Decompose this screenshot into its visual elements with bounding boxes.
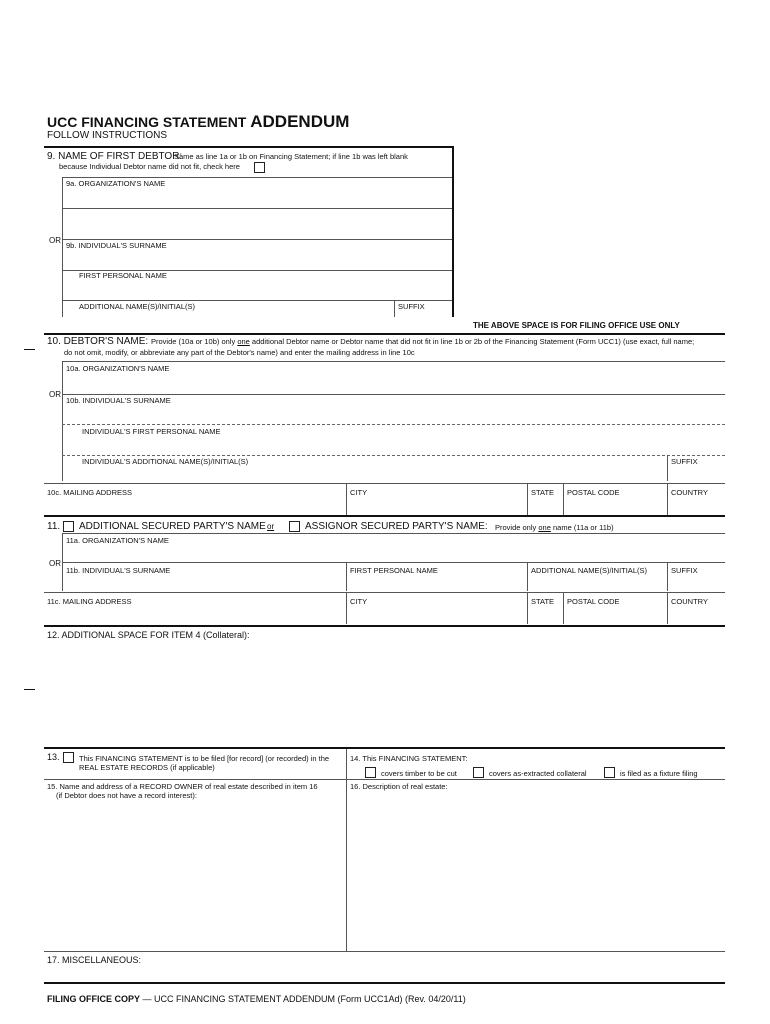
item9a-bottom [62, 208, 452, 209]
item9-label: 9. NAME OF FIRST DEBTOR: [47, 151, 183, 162]
item10-label: 10. DEBTOR'S NAME: [47, 336, 149, 347]
item16-textarea[interactable] [348, 795, 724, 949]
item9a-bottom2 [62, 239, 452, 240]
item10a-input[interactable] [63, 375, 724, 393]
item17-textarea[interactable] [45, 968, 724, 980]
item10c-postal-label: POSTAL CODE [567, 488, 620, 497]
item12-top-border [44, 625, 725, 627]
item14-extracted-label: covers as-extracted collateral [489, 769, 587, 778]
item11-provide-a: Provide only [495, 523, 537, 532]
item11c-state-divider [527, 592, 528, 624]
item14-fixture-checkbox[interactable] [604, 767, 615, 778]
item9-suffix-divider [394, 300, 395, 317]
item11c-postal-divider [563, 592, 564, 624]
footer-top-border [44, 982, 725, 984]
item9-suffix-label: SUFFIX [398, 302, 425, 311]
item11c-country-divider [667, 592, 668, 624]
item10c-state-label: STATE [531, 488, 555, 497]
item13-checkbox[interactable] [63, 752, 74, 763]
item11a-label: 11a. ORGANIZATION'S NAME [66, 536, 169, 545]
item9-first-label: FIRST PERSONAL NAME [79, 271, 167, 280]
item11-provide-b: one [538, 523, 551, 532]
item11c-state-label: STATE [531, 597, 555, 606]
item16-label: 16. Description of real estate: [350, 782, 448, 791]
form-title [47, 113, 349, 130]
item10c-postal-divider [563, 483, 564, 515]
item9b-label: 9b. INDIVIDUAL'S SURNAME [66, 241, 167, 250]
item10-additional-label: INDIVIDUAL'S ADDITIONAL NAME(S)/INITIAL(S) [82, 457, 249, 466]
item13-line2: REAL ESTATE RECORDS (if applicable) [79, 763, 215, 772]
item11-additional-checkbox[interactable] [63, 521, 74, 532]
item9-additional-label: ADDITIONAL NAME(S)/INITIAL(S) [79, 302, 195, 311]
margin-tick-2 [24, 689, 35, 690]
item15-top-border [44, 779, 725, 780]
item10-top-border [44, 333, 725, 335]
item17-label: 17. MISCELLANEOUS: [47, 955, 142, 965]
item10-suffix-label: SUFFIX [671, 457, 698, 466]
item10b-bottom [62, 424, 725, 425]
item10-note1c: additional Debtor name or Debtor name that did not fit in line 1b or 2b of the Financing Statement (Form UCC1) (use exact, full name; [251, 337, 695, 346]
item13-top-border [44, 747, 725, 749]
item11c-city-divider [346, 592, 347, 624]
item10c-city-label: CITY [350, 488, 368, 497]
item9-note2: because Individual Debtor name did not fit, check here [59, 162, 240, 171]
item9-divider [62, 177, 452, 178]
item11-or: or [267, 522, 275, 531]
item10-first-bottom [62, 455, 725, 456]
margin-tick-1 [24, 349, 35, 350]
form-title-main: UCC FINANCING STATEMENT [47, 114, 247, 130]
item11c-country-label: COUNTRY [671, 597, 708, 606]
item13-line1: This FINANCING STATEMENT is to be filed [for record] (or recorded) in the [79, 754, 330, 763]
item10-note1a: Provide (10a or 10b) only [151, 337, 236, 346]
item11b-suffix-label: SUFFIX [671, 566, 698, 575]
item10c-top [44, 483, 725, 484]
item11c-city-label: CITY [350, 597, 368, 606]
item10-first-label: INDIVIDUAL'S FIRST PERSONAL NAME [82, 427, 221, 436]
item10b-input[interactable] [63, 407, 724, 424]
item12-textarea[interactable] [45, 645, 724, 745]
item9b-input[interactable] [63, 252, 451, 269]
item14-extracted-checkbox[interactable] [473, 767, 484, 778]
item10-note1 [151, 338, 694, 346]
item11b-first-divider [346, 562, 347, 591]
item10-first-input[interactable] [63, 437, 724, 454]
item11b-first-label: FIRST PERSONAL NAME [350, 566, 438, 575]
item11b-label: 11b. INDIVIDUAL'S SURNAME [66, 566, 171, 575]
item9-first-input[interactable] [63, 282, 451, 299]
footer-rest: — UCC FINANCING STATEMENT ADDENDUM (Form UCC1Ad) (Rev. 04/20/11) [142, 994, 466, 1004]
item10c-city-divider [346, 483, 347, 515]
item14-timber-label: covers timber to be cut [381, 769, 457, 778]
item15-line2: (if Debtor does not have a record interest): [56, 791, 197, 800]
item11b-suffix-divider [667, 562, 668, 591]
item10b-label: 10b. INDIVIDUAL'S SURNAME [66, 396, 171, 405]
item15-line1: 15. Name and address of a RECORD OWNER of real estate described in item 16 [47, 782, 318, 791]
item14-timber-checkbox[interactable] [365, 767, 376, 778]
item14-label: 14. This FINANCING STATEMENT: [350, 754, 468, 763]
item15-textarea[interactable] [45, 803, 344, 949]
item10-note1b: one [237, 337, 250, 346]
item10a-label: 10a. ORGANIZATION'S NAME [66, 364, 170, 373]
item11a-input[interactable] [63, 546, 724, 561]
item10-or: OR [49, 390, 61, 399]
item9-note1: Same as line 1a or 1b on Financing Statement; if line 1b was left blank [174, 152, 408, 161]
item10c-state-divider [527, 483, 528, 515]
item10c-country-label: COUNTRY [671, 488, 708, 497]
item9-right-border [452, 146, 454, 317]
item9-same-as-checkbox[interactable] [254, 162, 265, 173]
item11-assignor-label: ASSIGNOR SECURED PARTY'S NAME: [305, 521, 488, 532]
item10-suffix-divider [667, 455, 668, 481]
item11-additional-label: ADDITIONAL SECURED PARTY'S NAME [79, 521, 266, 532]
follow-instructions: FOLLOW INSTRUCTIONS [47, 130, 168, 141]
item9-or: OR [49, 236, 61, 245]
item11c-postal-label: POSTAL CODE [567, 597, 620, 606]
item10-divider [62, 361, 725, 362]
item10a-bottom [62, 394, 725, 395]
filing-office-use-only: THE ABOVE SPACE IS FOR FILING OFFICE USE ONLY [473, 321, 680, 330]
item13-num: 13. [47, 752, 60, 762]
item11b-additional-label: ADDITIONAL NAME(S)/INITIAL(S) [531, 566, 647, 575]
item11-top-border [44, 515, 725, 517]
item11-provide-c: name (11a or 11b) [552, 523, 614, 532]
item9a-label: 9a. ORGANIZATION'S NAME [66, 179, 166, 188]
footer-bold: FILING OFFICE COPY [47, 994, 141, 1004]
item10c-label: 10c. MAILING ADDRESS [47, 488, 133, 497]
footer [47, 995, 466, 1004]
item11b-additional-divider [527, 562, 528, 591]
form-title-addendum: ADDENDUM [250, 112, 350, 131]
item11-assignor-checkbox[interactable] [289, 521, 300, 532]
item17-top-border [44, 951, 725, 952]
item11-provide-note [495, 524, 614, 532]
item11c-top [44, 592, 725, 593]
item9-top-border [44, 146, 454, 148]
item11-or-label: OR [49, 559, 61, 568]
item14-fixture-label: is filed as a fixture filing [620, 769, 698, 778]
item11a-bottom [62, 562, 725, 563]
item9a-input[interactable] [63, 190, 451, 208]
item11-num: 11. [47, 521, 61, 532]
item12-label: 12. ADDITIONAL SPACE FOR ITEM 4 (Collateral): [47, 630, 250, 640]
item11-divider [62, 533, 725, 534]
item11c-label: 11c. MAILING ADDRESS [47, 597, 132, 606]
item10c-country-divider [667, 483, 668, 515]
item10-note2: do not omit, modify, or abbreviate any part of the Debtor's name) and enter the mailing address in line 10c [64, 348, 415, 357]
